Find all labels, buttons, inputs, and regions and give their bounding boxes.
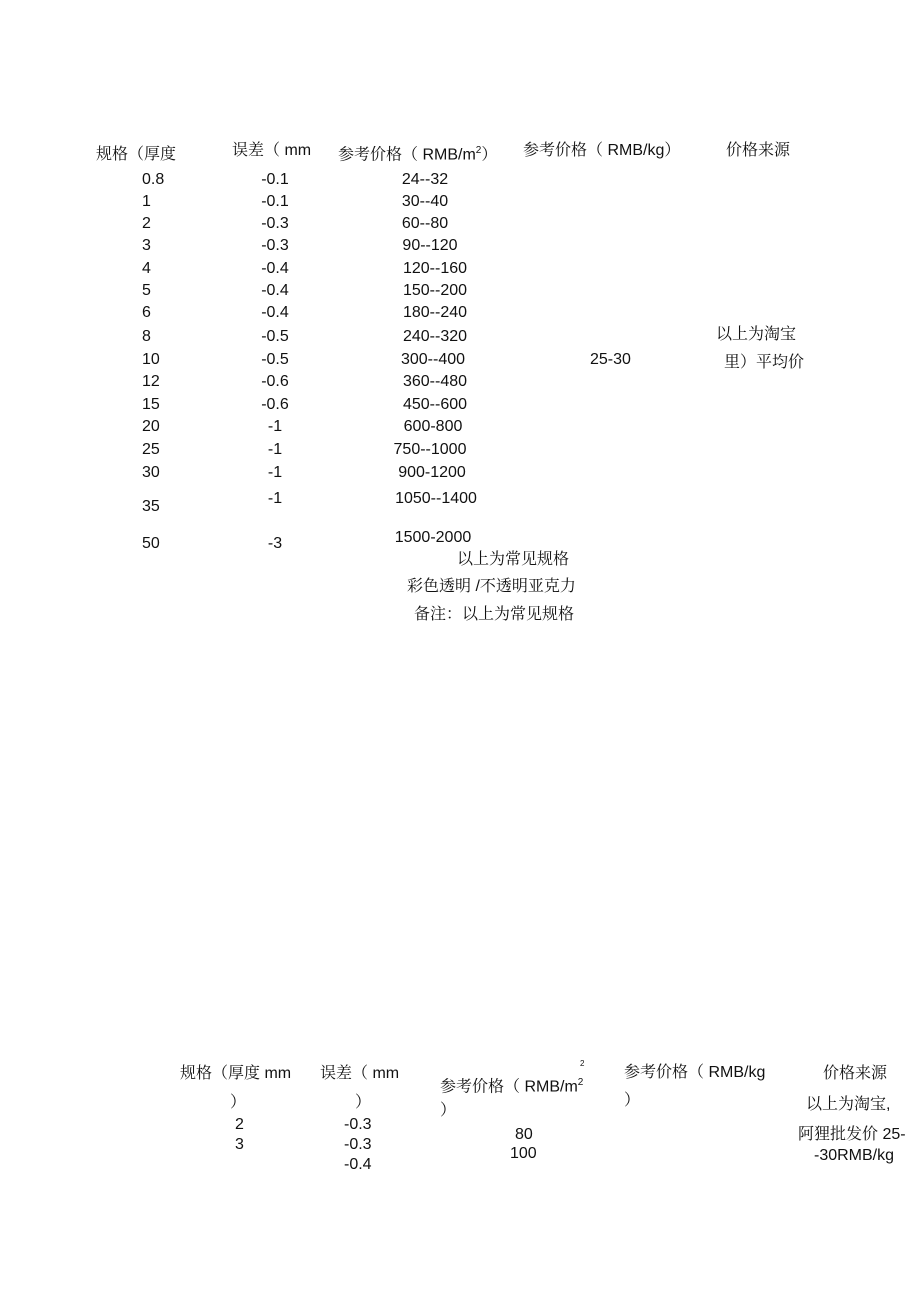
tolerance-cell: -0.4	[344, 1156, 372, 1173]
price-cell: 750--1000	[393, 441, 467, 458]
source-line-3: -30RMB/kg	[814, 1147, 895, 1164]
header-price-m2: 参考价格（ RMB/$m^2$）	[338, 145, 498, 164]
price-cell-clipped	[505, 1144, 555, 1162]
tolerance-cell: -0.5	[261, 351, 289, 368]
header-price-m2-mark: 2	[580, 1059, 585, 1068]
header-tolerance-close: ）	[355, 1094, 372, 1111]
price-cell: 300--400	[400, 351, 466, 368]
header-tolerance: 误差（ mm	[232, 142, 312, 159]
spec-cell: 10	[142, 351, 160, 368]
spec-cell: 2	[142, 215, 151, 232]
price-cell: 90--120	[402, 237, 458, 254]
tolerance-cell: -0.1	[261, 171, 289, 188]
spec-cell: 25	[142, 441, 160, 458]
tolerance-cell: -1	[267, 490, 283, 507]
tolerance-cell: -3	[267, 535, 283, 552]
tolerance-cell: -1	[267, 418, 283, 435]
price-cell: 30--40	[401, 193, 449, 210]
spec-cell: 4	[142, 260, 151, 277]
header-price-kg-close: ）	[624, 1092, 641, 1109]
spec-cell: 8	[142, 328, 151, 345]
tolerance-cell: -0.6	[261, 373, 289, 390]
header-source: 价格来源	[726, 142, 791, 159]
source-line-1: 以上为淘宝,	[806, 1096, 891, 1113]
spec-cell: 15	[142, 396, 160, 413]
tolerance-cell: -0.5	[261, 328, 289, 345]
tolerance-cell: -0.4	[261, 304, 289, 321]
tolerance-cell: -0.3	[344, 1136, 372, 1153]
tolerance-cell: -1	[267, 441, 283, 458]
spec-cell: 3	[142, 237, 151, 254]
price-cell: 1050--1400	[395, 490, 477, 507]
note-remark: 备注：以上为常见规格	[414, 606, 575, 623]
tolerance-cell: -0.6	[261, 396, 289, 413]
price-cell: 60--80	[401, 215, 449, 232]
spec-cell: 0.8	[142, 171, 165, 188]
tolerance-cell: -0.4	[261, 260, 289, 277]
spec-cell: 5	[142, 282, 151, 299]
price-cell: 80	[515, 1126, 533, 1143]
tolerance-cell: -0.1	[261, 193, 289, 210]
price-cell: 1500-2000	[394, 529, 472, 546]
source-line-2: 阿狸批发价 25-	[798, 1126, 906, 1143]
header-spec: 规格（厚度 mm	[180, 1065, 292, 1082]
source-line-1: 以上为淘宝	[716, 326, 797, 343]
header-spec: 规格（厚度	[96, 146, 177, 163]
spec-cell: 30	[142, 464, 160, 481]
header-price-m2-close: ）	[440, 1102, 457, 1119]
spec-cell: 2	[235, 1116, 244, 1133]
tolerance-cell: -0.3	[261, 237, 289, 254]
price-cell: 180--240	[402, 304, 468, 321]
price-cell: 600-800	[403, 418, 463, 435]
spec-cell: 35	[142, 498, 160, 515]
header-spec-close: ）	[230, 1094, 247, 1111]
tolerance-cell: -0.3	[261, 215, 289, 232]
header-source: 价格来源	[823, 1065, 888, 1082]
price-cell: 120--160	[402, 260, 468, 277]
spec-cell: 1	[142, 193, 151, 210]
price-cell: 24--32	[401, 171, 449, 188]
spec-cell: 6	[142, 304, 151, 321]
note-acrylic: 彩色透明 /不透明亚克力	[407, 578, 576, 595]
price-kg-value: 25-30	[590, 351, 631, 368]
price-cell: 150--200	[402, 282, 468, 299]
note-common-specs: 以上为常见规格	[457, 551, 570, 568]
price-cell: 240--320	[402, 328, 468, 345]
spec-cell: 12	[142, 373, 160, 390]
header-price-kg: 参考价格（ RMB/kg）	[523, 142, 681, 159]
spec-cell: 20	[142, 418, 160, 435]
tolerance-cell: -0.3	[344, 1116, 372, 1133]
tolerance-cell: -1	[267, 464, 283, 481]
header-tolerance: 误差（ mm	[320, 1065, 400, 1082]
price-cell: 450--600	[402, 396, 468, 413]
header-price-m2: 参考价格（ RMB/$m^2$	[440, 1077, 584, 1096]
price-cell: 100	[510, 1145, 537, 1162]
header-price-kg: 参考价格（ RMB/kg	[624, 1064, 766, 1081]
spec-cell: 50	[142, 535, 160, 552]
price-cell: 360--480	[402, 373, 468, 390]
price-cell: 900-1200	[398, 464, 466, 481]
spec-cell: 3	[235, 1136, 244, 1153]
tolerance-cell: -0.4	[261, 282, 289, 299]
source-line-2: 里）平均价	[724, 354, 805, 371]
